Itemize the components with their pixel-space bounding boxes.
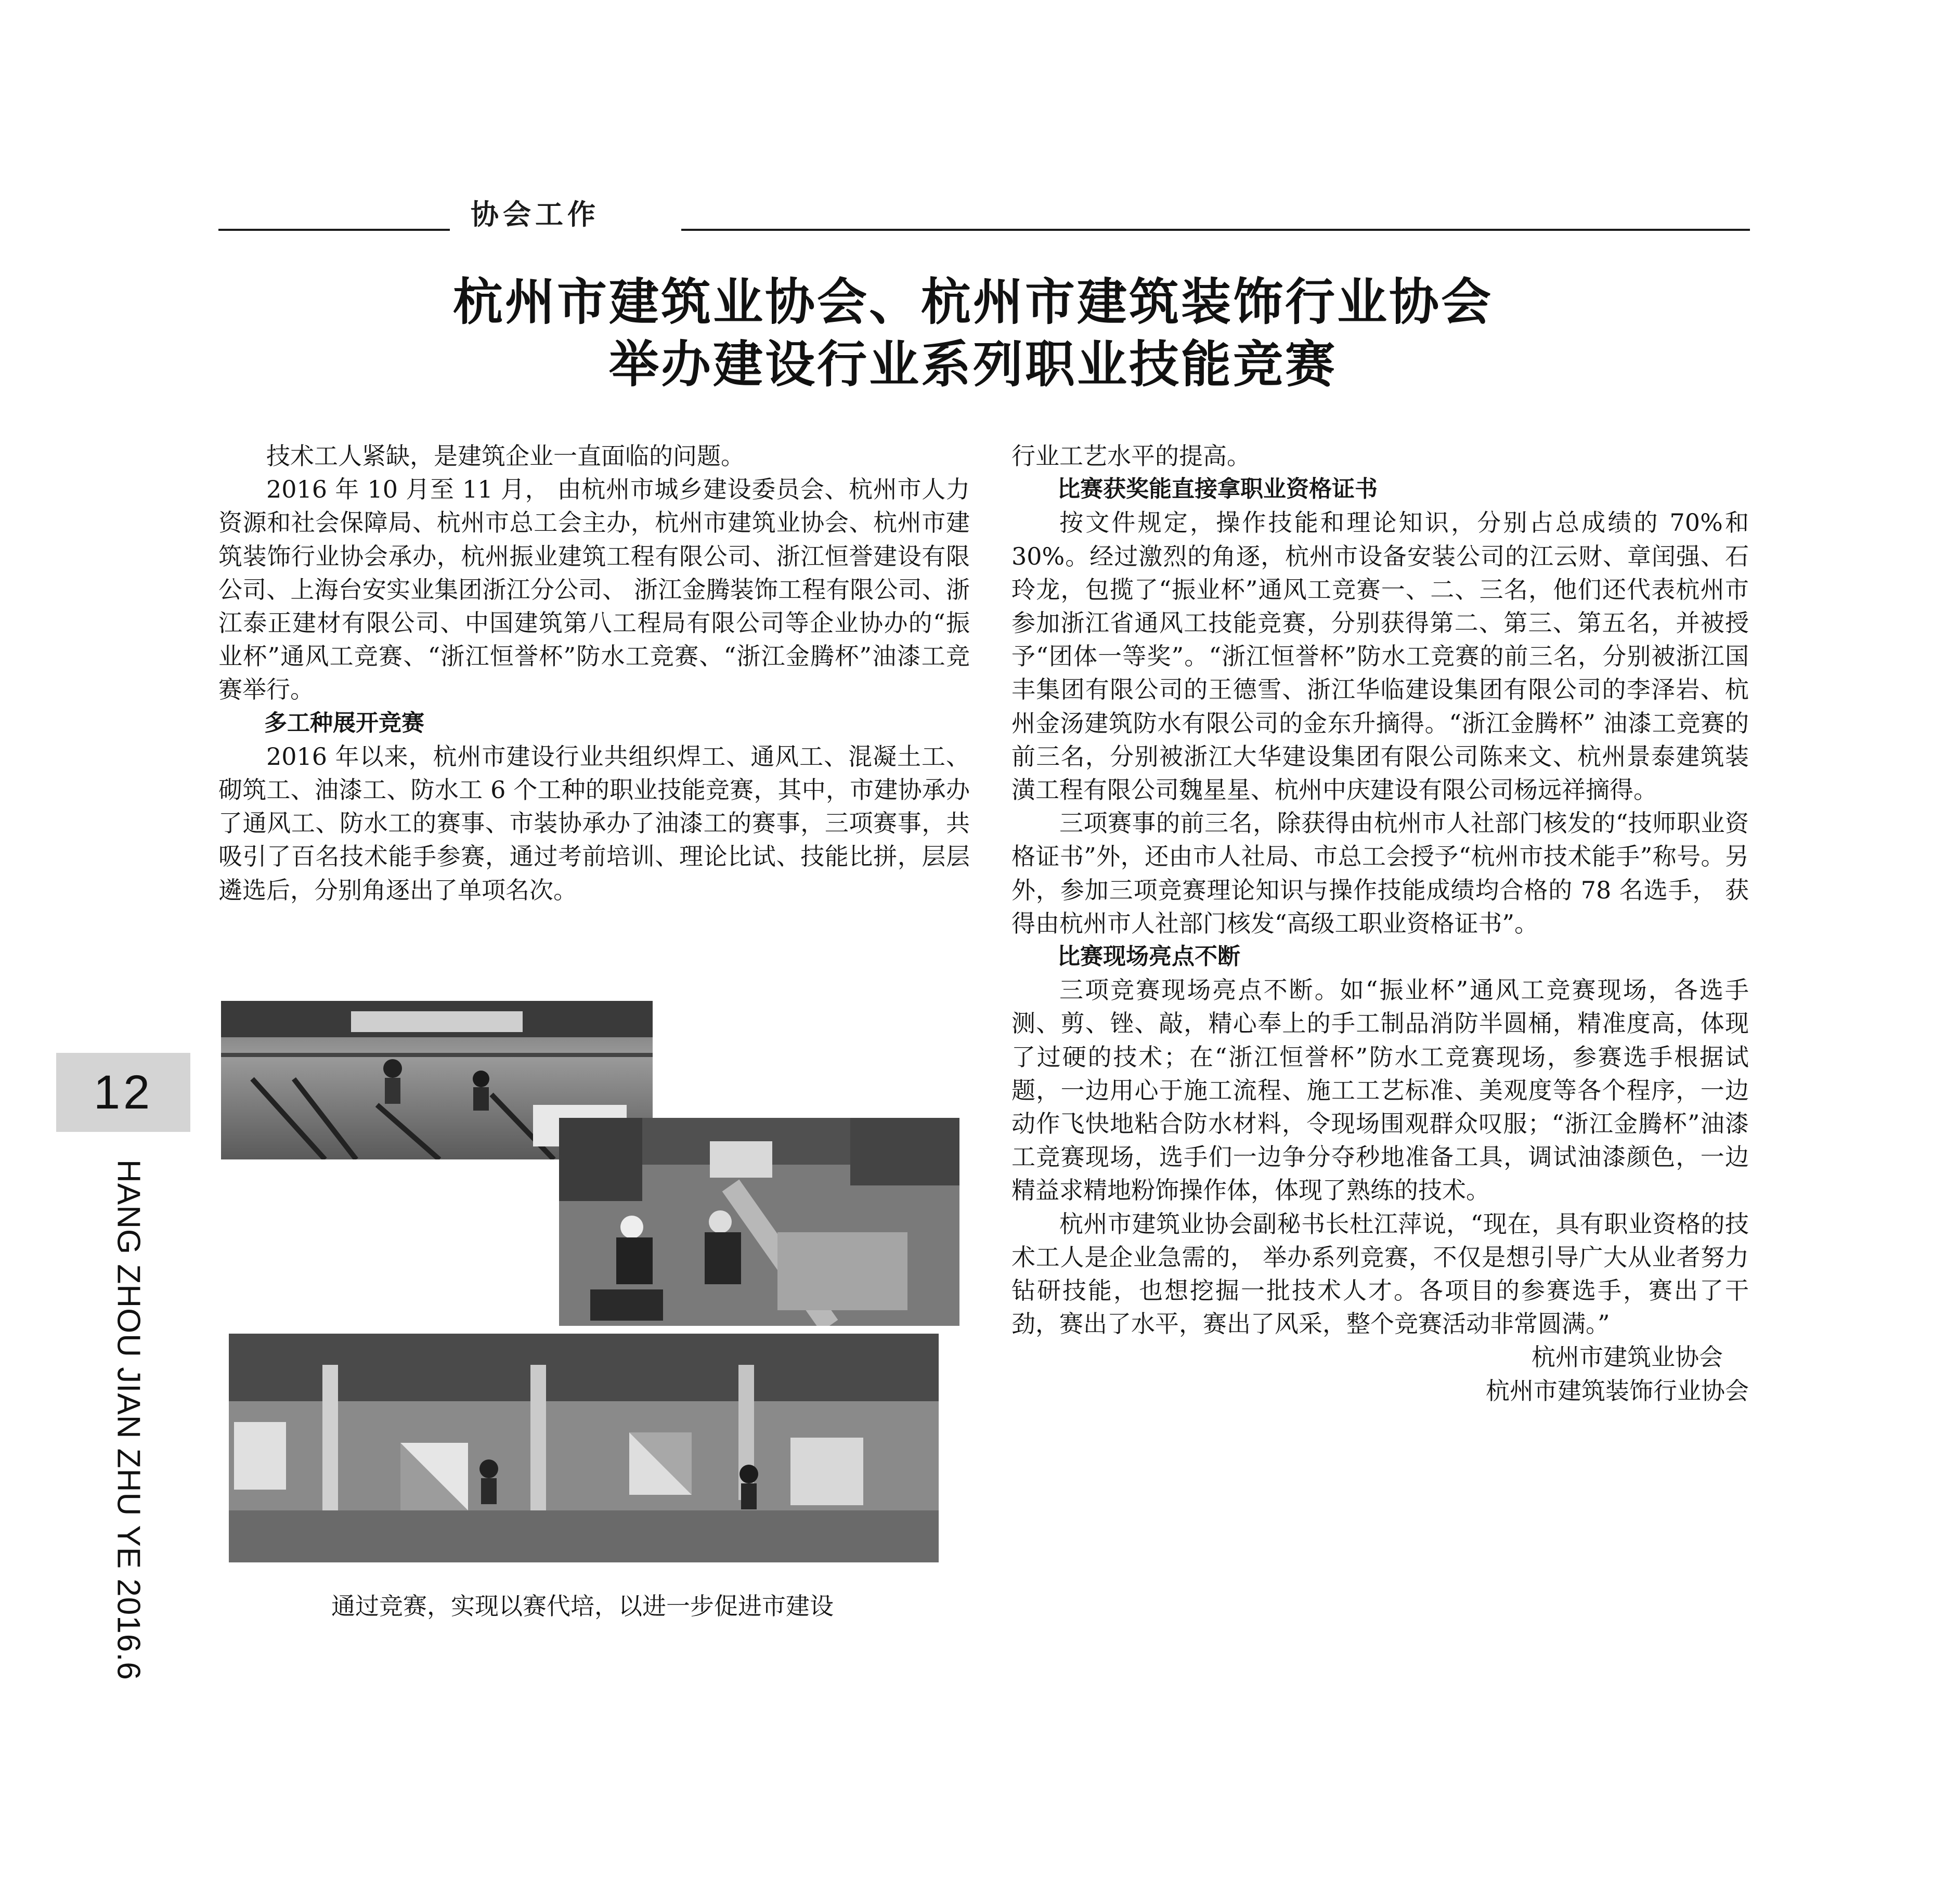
signature-association-2: 杭州市建筑装饰行业协会	[1486, 1376, 1749, 1405]
header-rule-right	[681, 229, 1750, 231]
photo-painting	[229, 1334, 939, 1562]
paragraph-continued: 行业工艺水平的提高。	[1011, 442, 1251, 470]
signature-association-1: 杭州市建筑业协会	[1532, 1343, 1723, 1372]
subheading-highlights: 比赛现场亮点不断	[1057, 943, 1240, 970]
page-number: 12	[93, 1065, 153, 1119]
right-column	[1011, 439, 1749, 1407]
paragraph-trades: 2016 年以来，杭州市建设行业共组织焊工、通风工、混凝土工、砌筑工、油漆工、防水工 6 个工种的职业技能竞赛，其中，市建协承办了通风工、防水工的赛事、市装协承办了油漆工的赛事，三项赛事，共吸引了百名技术能手参赛，通过考前培训、理论比试、技能比拼，层层遴选后，分别角逐出了单项名次。	[218, 742, 970, 904]
paragraph-event: 2016 年 10 月至 11 月， 由杭州市城乡建设委员会、杭州市人力资源和社会保障局、杭州市总工会主办，杭州市建筑业协会、杭州市建筑装饰行业协会承办，杭州振业建筑工程有限公司、浙江恒誉建设有限公司、上海台安实业集团浙江分公司、 浙江金腾装饰工程有限公司、浙江泰正建材有限公司、中国建筑第八工程局有限公司等企业协办的“振业杯”通风工竞赛、“浙江恒誉杯”防水工竞赛、“浙江金腾杯”油漆工竞赛举行。	[218, 475, 970, 704]
paragraph-quote: 杭州市建筑业协会副秘书长杜江萍说，“现在，具有职业资格的技术工人是企业急需的， 举办系列竞赛，不仅是想引导广大从业者努力钻研技能，也想挖掘一批技术人才。各项目的参赛选手，赛出了干劲，赛出了水平，赛出了风采，整个竞赛活动非常圆满。”	[1011, 1209, 1749, 1338]
section-label: 协会工作	[471, 198, 600, 231]
magazine-vertical-label	[110, 1159, 147, 1680]
paragraph-intro: 技术工人紧缺，是建筑企业一直面临的问题。	[266, 442, 745, 470]
header-rule-left	[218, 229, 450, 231]
article-title-line2: 举办建设行业系列职业技能竞赛	[609, 335, 1337, 394]
paragraph-closing-left: 通过竞赛，实现以赛代培，以进一步促进市建设	[331, 1592, 834, 1620]
paragraph-results: 按文件规定，操作技能和理论知识，分别占总成绩的 70%和 30%。经过激烈的角逐，杭州市设备安装公司的江云财、章闰强、石玲龙，包揽了“振业杯”通风工竞赛一、二、三名，他们还代表杭州市参加浙江省通风工技能竞赛，分别获得第二、第三、第五名，并被授予“团体一等奖”。“浙江恒誉杯”防水工竞赛的前三名，分别被浙江国丰集团有限公司的王德雪、浙江华临建设集团有限公司的李泽岩、杭州金汤建筑防水有限公司的金东升摘得。“浙江金腾杯” 油漆工竞赛的前三名，分别被浙江大华建设集团有限公司陈来文、杭州景泰建筑装潢工程有限公司魏星星、杭州中庆建设有限公司杨远祥摘得。	[1011, 508, 1749, 804]
photo-waterproof	[559, 1118, 959, 1326]
left-column	[218, 439, 970, 907]
magazine-name: HANG ZHOU JIAN ZHU YE 2016.6	[110, 1159, 147, 1680]
article-title-line1: 杭州市建筑业协会、杭州市建筑装饰行业协会	[453, 273, 1493, 331]
subheading-certificate: 比赛获奖能直接拿职业资格证书	[1057, 476, 1378, 503]
subheading-multi-trade: 多工种展开竞赛	[264, 709, 424, 736]
paragraph-highlights: 三项竞赛现场亮点不断。如“振业杯”通风工竞赛现场，各选手测、剪、锉、敲，精心奉上的手工制品消防半圆桶，精准度高，体现了过硬的技术；在“浙江恒誉杯”防水工竞赛现场，参赛选手根据试题，一边用心于施工流程、施工工艺标准、美观度等各个程序，一边动作飞快地粘合防水材料，令现场围观群众叹服；“浙江金腾杯”油漆工竞赛现场，选手们一边争分夺秒地准备工具，调试油漆颜色，一边精益求精地粉饰操作体，体现了熟练的技术。	[1011, 976, 1749, 1205]
page-number-box	[56, 1053, 190, 1132]
paragraph-awards: 三项赛事的前三名，除获得由杭州市人社部门核发的“技师职业资格证书”外，还由市人社局、市总工会授予“杭州市技术能手”称号。另外，参加三项竞赛理论知识与操作技能成绩均合格的 78 名选手， 获得由杭州市人社部门核发“高级工职业资格证书”。	[1011, 809, 1749, 937]
